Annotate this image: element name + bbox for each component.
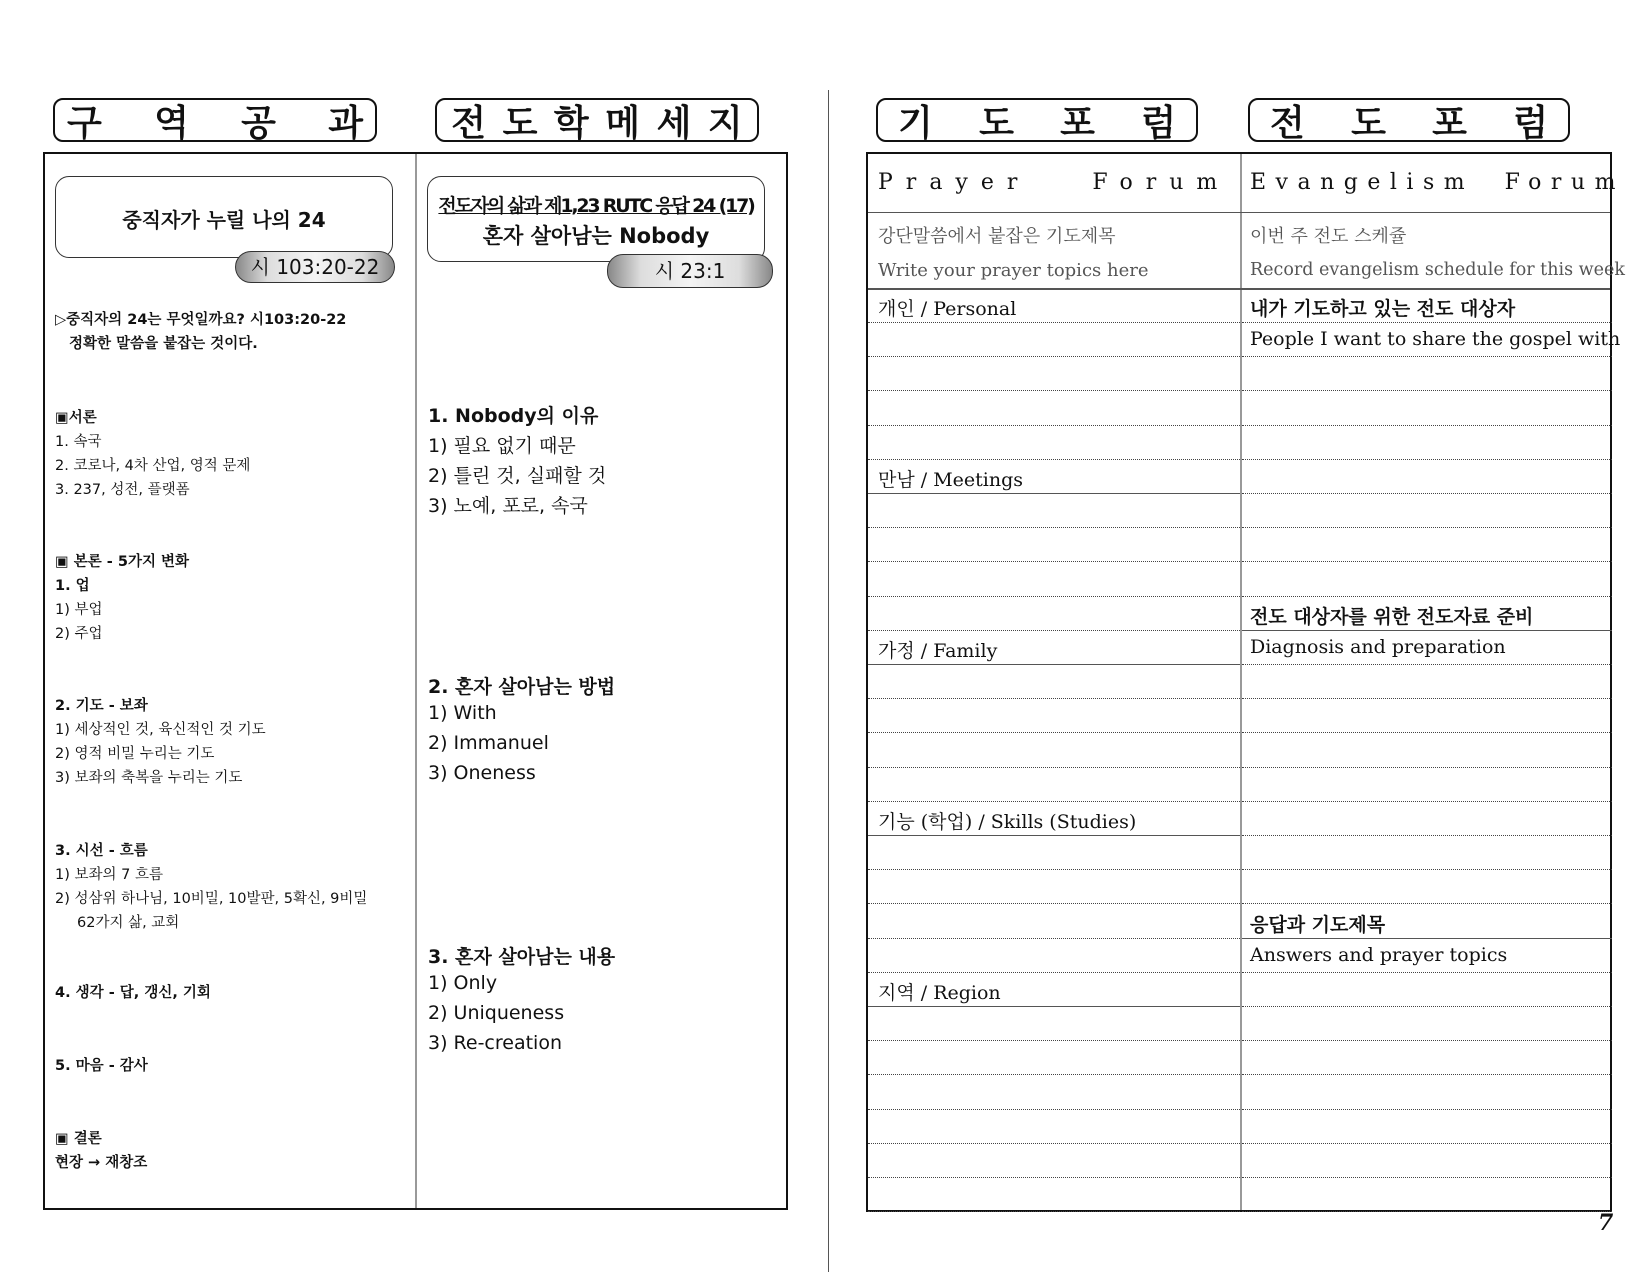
writing-line [868,903,1240,904]
prayer-section-label: 기능 (학업) / Skills (Studies) [878,811,1137,833]
point-item: 2) 성삼위 하나님, 10비밀, 10발판, 5확신, 9비밀 [55,891,368,907]
writing-line [1242,561,1612,562]
evangelism-subtitle-ko: 이번 주 전도 스케쥴 [1250,226,1407,247]
writing-line [868,1211,1240,1212]
prayer-section-label: 개인 / Personal [878,298,1017,320]
writing-line [1242,664,1612,665]
writing-line [868,1040,1240,1041]
header-message-char: 도 [502,102,538,144]
point-item: 1) 부업 [55,602,103,618]
writing-line [868,869,1240,870]
header-message-char: 지 [707,102,743,144]
prayer-section-label: 지역 / Region [878,982,1001,1004]
study-message-box [43,152,788,1210]
writing-line [1242,425,1612,426]
message-point-heading: 3. 혼자 살아남는 내용 [428,946,616,968]
writing-line [1242,1143,1612,1144]
writing-line [1242,698,1612,699]
evangelism-section-en: Answers and prayer topics [1250,944,1508,966]
writing-line [868,801,1240,802]
column-divider [415,154,417,1208]
section-rule [1242,938,1612,939]
header-message-char: 학 [553,102,589,144]
forum-form [866,152,1625,1236]
point-item: 2) 주업 [55,626,103,642]
writing-line [868,767,1240,768]
writing-line [1242,459,1612,460]
header-evangelism-char: 럼 [1513,102,1548,144]
header-message-char: 메 [605,102,641,144]
writing-line [1242,1211,1612,1212]
writing-line [1242,869,1612,870]
body-heading: ▣ 본론 - 5가지 변화 [55,554,190,570]
header-study-char: 구 [67,102,102,144]
evangelism-subtitle-en: Record evangelism schedule for this week [1250,260,1625,280]
point-item: 2) 영적 비밀 누리는 기도 [55,746,215,762]
study-verse: 시 103:20-22 [250,255,380,279]
evangelism-section-ko: 전도 대상자를 위한 전도자료 준비 [1250,606,1534,628]
prayer-section-label: 만남 / Meetings [878,469,1023,491]
study-answer: 정확한 말씀을 붙잡는 것이다. [69,336,258,352]
header-evangelism-char: 전 [1270,102,1305,144]
writing-line [1242,1109,1612,1110]
message-point-item: 2) Uniqueness [428,1002,565,1024]
header-study-char: 역 [154,102,189,144]
intro-heading: ▣서론 [55,410,97,426]
message-point-item: 1) Only [428,972,498,994]
message-point-item: 1) 필요 없기 때문 [428,435,576,457]
writing-line [1242,356,1612,357]
evangelism-section-en: People I want to share the gospel with [1250,328,1621,350]
writing-line [868,1109,1240,1110]
header-evangelism-char: 포 [1432,102,1467,144]
study-title-card [55,176,393,258]
point-item: 3) 보좌의 축복을 누리는 기도 [55,770,243,786]
message-verse: 시 23:1 [654,259,726,283]
writing-line [868,698,1240,699]
evangelism-section-ko: 응답과 기도제목 [1250,914,1386,936]
header-prayer-char: 포 [1060,102,1095,144]
prayer-subtitle-en: Write your prayer topics here [878,260,1149,281]
message-series-title: 전도자의 삶과 제1,23 RUTC 응답 24 (17) [438,195,754,217]
point-heading: 5. 마음 - 감사 [55,1058,148,1074]
writing-line [1242,801,1612,802]
point-heading: 4. 생각 - 답, 갱신, 기회 [55,985,211,1001]
evangelism-section-en: Diagnosis and preparation [1250,636,1506,658]
writing-line [1242,390,1612,391]
message-point-item: 3) Oneness [428,762,536,784]
header-message [435,98,759,142]
message-point-item: 2) Immanuel [428,732,549,754]
header-evangelism [1248,98,1570,142]
message-verse-pill [607,254,773,288]
header-prayer-char: 기 [898,102,933,144]
evangelism-section-ko: 내가 기도하고 있는 전도 대상자 [1250,298,1516,320]
message-point-heading: 1. Nobody의 이유 [428,405,599,427]
writing-line [1242,1177,1612,1178]
page-gutter [828,90,829,1272]
prayer-section-label: 가정 / Family [878,640,998,662]
writing-line [1242,835,1612,836]
message-title-card [427,176,765,262]
writing-line [868,1177,1240,1178]
message-point-item: 3) Re-creation [428,1032,563,1054]
writing-line [1242,1006,1612,1007]
section-rule [868,664,1240,665]
point-item: 1) 세상적인 것, 육신적인 것 기도 [55,722,266,738]
writing-line [1242,527,1612,528]
prayer-forum-title: Prayer Forum [878,170,1231,195]
writing-line [868,356,1240,357]
section-rule [868,493,1240,494]
message-point-item: 3) 노예, 포로, 속국 [428,495,588,517]
study-verse-pill [235,251,395,283]
header-study-char: 공 [241,102,276,144]
writing-line [868,938,1240,939]
header-study-char: 과 [328,102,363,144]
message-point-item: 1) With [428,702,497,724]
writing-line [1242,972,1612,973]
writing-line [1242,493,1612,494]
writing-line [1242,732,1612,733]
section-rule [868,835,1240,836]
writing-line [1242,596,1612,597]
writing-line [1242,1074,1612,1075]
intro-item: 3. 237, 성전, 플랫폼 [55,482,190,498]
point-item: 1) 보좌의 7 흐름 [55,867,163,883]
message-title: 혼자 살아남는 Nobody [482,224,710,248]
header-prayer [876,98,1198,142]
header-evangelism-char: 도 [1351,102,1386,144]
writing-line [868,561,1240,562]
point-item-continued: 62가지 삶, 교회 [77,915,180,931]
form-column-divider [1240,154,1242,1210]
writing-line [1242,1040,1612,1041]
evangelism-forum-title: Evangelism Forum [1250,170,1625,195]
study-title: 중직자가 누릴 나의 24 [122,208,326,232]
message-point-item: 2) 틀린 것, 실패할 것 [428,465,607,487]
header-prayer-char: 도 [979,102,1014,144]
header-study [53,98,377,142]
writing-line [868,630,1240,631]
point-heading: 2. 기도 - 보좌 [55,698,148,714]
intro-item: 2. 코로나, 4차 산업, 영적 문제 [55,458,251,474]
writing-line [1242,767,1612,768]
point-heading: 1. 업 [55,578,90,594]
point-heading: 3. 시선 - 흐름 [55,843,148,859]
prayer-subtitle-ko: 강단말씀에서 붙잡은 기도제목 [878,226,1116,247]
writing-line [868,527,1240,528]
section-rule [868,1006,1240,1007]
conclusion-text: 현장 → 재창조 [55,1155,148,1171]
message-point-heading: 2. 혼자 살아남는 방법 [428,676,616,698]
header-message-char: 세 [656,102,692,144]
writing-line [868,425,1240,426]
study-question: ▷중직자의 24는 무엇일까요? 시103:20-22 [55,312,347,328]
writing-line [868,596,1240,597]
writing-line [1242,322,1612,323]
writing-line [868,322,1240,323]
writing-line [868,459,1240,460]
writing-line [868,1074,1240,1075]
writing-line [1242,903,1612,904]
form-rule [868,212,1610,213]
writing-line [868,972,1240,973]
writing-line [868,1143,1240,1144]
writing-line [868,390,1240,391]
writing-line [868,732,1240,733]
form-rule [868,288,1610,290]
header-prayer-char: 럼 [1141,102,1176,144]
section-rule [1242,630,1612,631]
conclusion-heading: ▣ 결론 [55,1131,102,1147]
header-message-char: 전 [451,102,487,144]
page-number: 7 [1598,1210,1614,1236]
intro-item: 1. 속국 [55,434,102,450]
